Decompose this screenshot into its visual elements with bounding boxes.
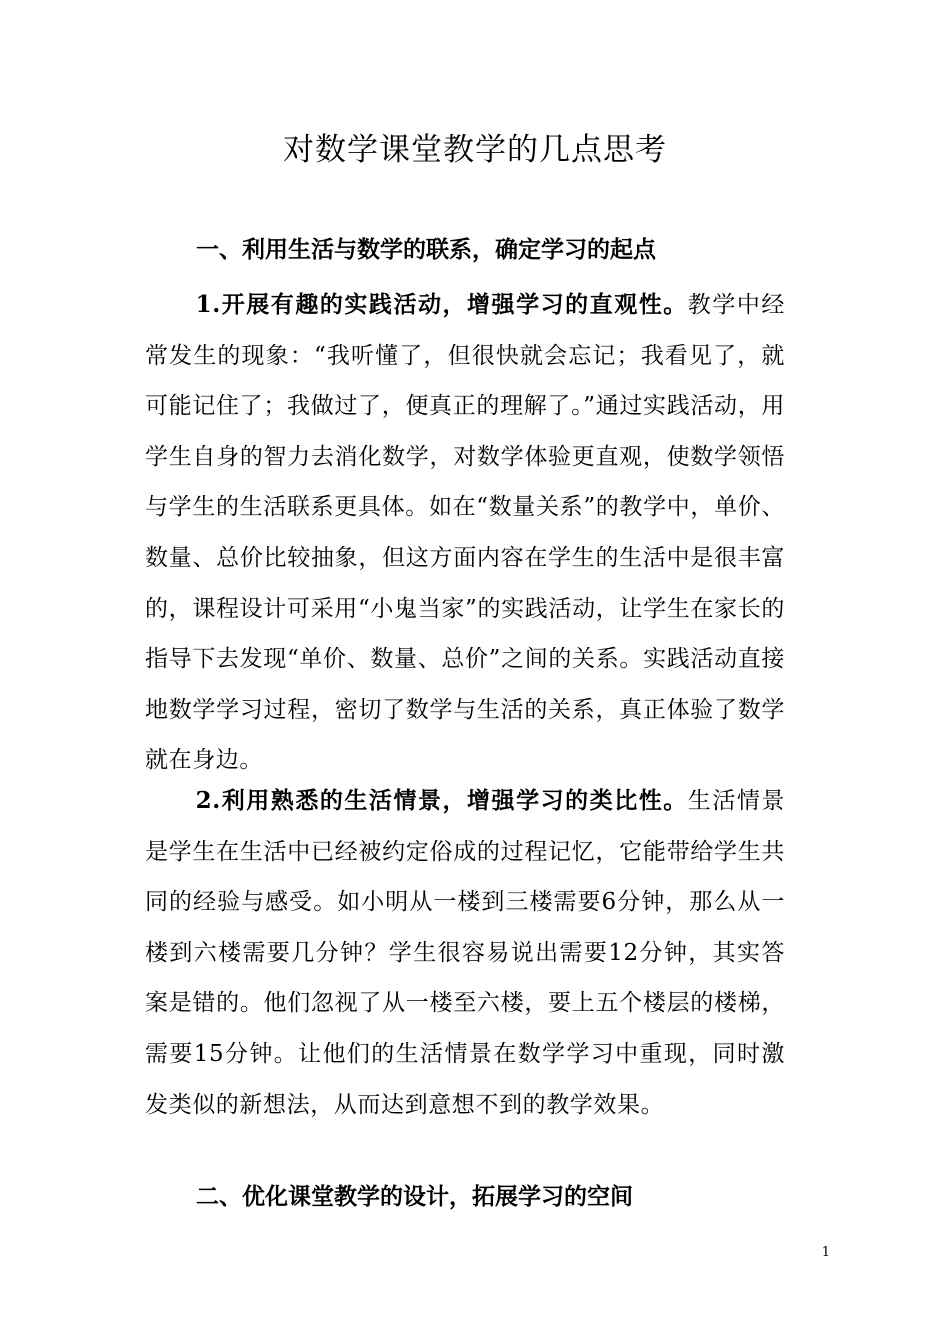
paragraph-1	[145, 280, 785, 786]
page-number: 1	[821, 1245, 830, 1260]
paragraph-1-lead: 1.开展有趣的实践活动，增强学习的直观性。	[195, 291, 688, 318]
paragraph-1-body: 教学中经常发生的现象：“我听懂了，但很快就会忘记；我看见了，就可能记住了；我做过了，便真正的理解了。”通过实践活动，用学生自身的智力去消化数学，对数学体验更直观，使数学领悟与学生的生活联系更具体。如在“数量关系”的教学中，单价、数量、总价比较抽象，但这方面内容在学生的生活中是很丰富的，课程设计可采用“小鬼当家”的实践活动，让学生在家长的指导下去发现“单价、数量、总价”之间的关系。实践活动直接地数学学习过程，密切了数学与生活的关系，真正体验了数学就在身边。	[145, 292, 785, 774]
document-title: 对数学课堂教学的几点思考	[283, 132, 667, 168]
paragraph-2	[145, 776, 785, 1130]
section-2-heading: 二、优化课堂教学的设计，拓展学习的空间	[196, 1183, 633, 1210]
paragraph-2-body: 生活情景是学生在生活中已经被约定俗成的过程记忆，它能带给学生共同的经验与感受。如小明从一楼到三楼需要6分钟，那么从一楼到六楼需要几分钟？学生很容易说出需要12分钟，其实答案是错的。他们忽视了从一楼至六楼，要上五个楼层的楼梯，需要15分钟。让他们的生活情景在数学学习中重现，同时激发类似的新想法，从而达到意想不到的教学效果。	[145, 788, 785, 1118]
paragraph-2-lead: 2.利用熟悉的生活情景，增强学习的类比性。	[195, 787, 688, 814]
section-1-heading: 一、利用生活与数学的联系，确定学习的起点	[196, 236, 656, 263]
